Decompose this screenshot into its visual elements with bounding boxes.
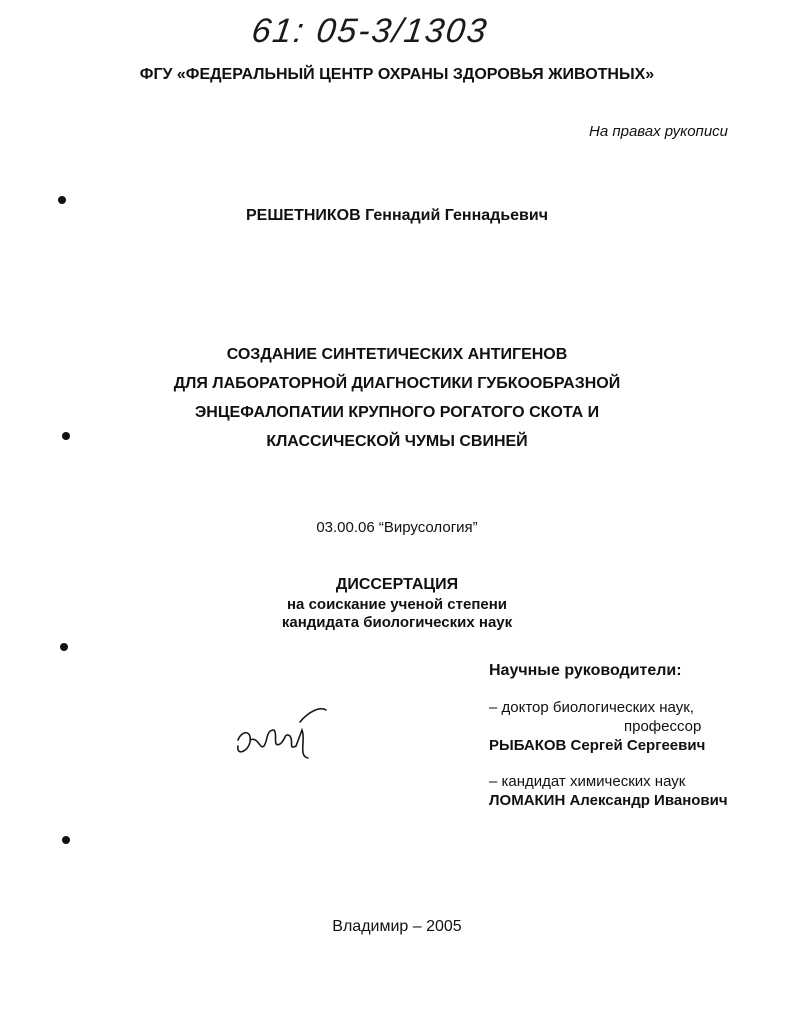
thesis-type: ДИССЕРТАЦИЯ xyxy=(335,576,459,593)
advisor-1-degree: – доктор биологических наук, xyxy=(489,699,694,716)
handwritten-stamp-code: 61: 05-3/1303 xyxy=(249,12,491,50)
margin-dot xyxy=(60,643,68,651)
title-line-4: КЛАССИЧЕСКОЙ ЧУМЫ СВИНЕЙ xyxy=(266,433,528,450)
margin-dot xyxy=(58,196,66,204)
thesis-degree-line-1: на соискание ученой степени xyxy=(287,596,507,613)
signature xyxy=(228,700,338,770)
specialty: 03.00.06 “Вирусология” xyxy=(316,519,478,536)
city-year: Владимир – 2005 xyxy=(332,918,462,935)
advisor-1-name: РЫБАКОВ Сергей Сергеевич xyxy=(489,737,706,754)
advisor-2-degree: – кандидат химических наук xyxy=(489,773,686,790)
organization-name: ФГУ «ФЕДЕРАЛЬНЫЙ ЦЕНТР ОХРАНЫ ЗДОРОВЬЯ ЖИВОТНЫХ» xyxy=(139,66,655,83)
margin-dot xyxy=(62,836,70,844)
advisor-2-name: ЛОМАКИН Александр Иванович xyxy=(489,792,728,809)
advisor-1-rank: профессор xyxy=(624,718,702,735)
svg-text:Яцуб: Яцуб xyxy=(242,750,245,751)
thesis-degree-line-2: кандидата биологических наук xyxy=(281,614,513,631)
advisors-heading: Научные руководители: xyxy=(489,662,682,679)
manuscript-note: На правах рукописи xyxy=(589,123,728,140)
title-line-2: ДЛЯ ЛАБОРАТОРНОЙ ДИАГНОСТИКИ ГУБКООБРАЗНОЙ xyxy=(173,375,621,392)
title-line-1: СОЗДАНИЕ СИНТЕТИЧЕСКИХ АНТИГЕНОВ xyxy=(226,346,568,363)
title-line-3: ЭНЦЕФАЛОПАТИИ КРУПНОГО РОГАТОГО СКОТА И xyxy=(194,404,600,421)
author-name: РЕШЕТНИКОВ Геннадий Геннадьевич xyxy=(245,207,549,224)
